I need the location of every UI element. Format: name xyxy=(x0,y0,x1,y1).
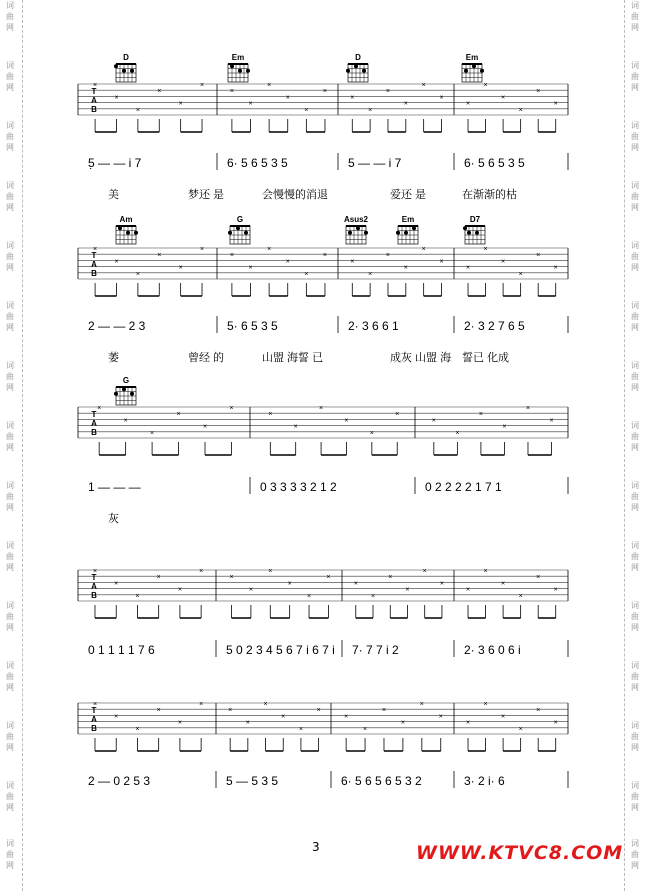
tab-fret-mark: × xyxy=(368,106,373,114)
tab-fret-mark: × xyxy=(465,264,471,272)
tab-fret-mark: × xyxy=(229,574,234,582)
tab-fret-mark: × xyxy=(322,252,328,260)
tab-clef-letter: T xyxy=(91,573,97,582)
tab-fret-mark: × xyxy=(439,580,444,588)
tab-fret-mark: × xyxy=(298,725,303,733)
tab-fret-mark: × xyxy=(202,423,208,431)
numbered-measure: 5 — — i 7 xyxy=(348,156,402,170)
lyric-text: 成灰 山盟 海 xyxy=(390,352,452,364)
numbered-measure: 7· 7 7 i 2 xyxy=(352,643,399,657)
chord-name: D7 xyxy=(469,215,481,224)
tab-fret-mark: × xyxy=(293,423,298,431)
chord-name: Am xyxy=(119,215,133,224)
tab-fret-mark: × xyxy=(439,258,444,266)
tab-fret-mark: × xyxy=(304,106,309,114)
page-number: 3 xyxy=(312,840,320,854)
watermark-text: 词 曲 网 xyxy=(631,301,639,332)
watermark-text: 词 曲 网 xyxy=(631,839,639,870)
watermark-text: 词 曲 网 xyxy=(6,361,14,392)
numbered-measure: 0 2 2 2 2 1 7 1 xyxy=(425,480,502,494)
tab-fret-mark: × xyxy=(177,586,182,594)
numbered-measure: 2· 3 6 6 1 xyxy=(348,319,399,333)
watermark-text: 词 曲 网 xyxy=(6,301,14,332)
tab-fret-mark: × xyxy=(518,106,523,114)
chord-finger-dot xyxy=(396,231,400,235)
tab-clef-letter: B xyxy=(91,269,97,278)
tab-fret-mark: × xyxy=(536,252,541,260)
tab-fret-mark: × xyxy=(385,252,391,260)
numbered-measure: 2· 3 2 7 6 5 xyxy=(464,319,525,333)
chord-finger-dot xyxy=(348,231,352,235)
tab-fret-mark: × xyxy=(281,713,286,721)
tab-fret-mark: × xyxy=(344,713,349,721)
tab-fret-mark: × xyxy=(536,707,541,715)
watermark-text: 词 曲 网 xyxy=(631,241,639,272)
watermark-text: 词 曲 网 xyxy=(6,601,14,632)
tab-fret-mark: × xyxy=(156,707,161,715)
tab-fret-mark: × xyxy=(455,429,460,437)
chord-finger-dot xyxy=(362,69,366,73)
tab-fret-mark: × xyxy=(421,246,426,253)
numbered-measure: 5 — 5 3 5 xyxy=(226,774,279,788)
tab-fret-mark: × xyxy=(518,270,523,278)
tab-fret-mark: × xyxy=(518,725,523,733)
tab-fret-mark: × xyxy=(267,82,272,89)
watermark-text: 词 曲 网 xyxy=(6,421,14,452)
tab-fret-mark: × xyxy=(483,701,488,708)
chord-name: Em xyxy=(465,53,479,62)
numbered-measure: 6· 5 6 5 6 5 3 2 xyxy=(341,774,422,788)
tab-fret-mark: × xyxy=(316,707,321,715)
tab-fret-mark: × xyxy=(322,88,328,96)
tab-fret-mark: × xyxy=(114,713,119,721)
tab-fret-mark: × xyxy=(248,264,253,272)
tab-clef-letter: B xyxy=(91,105,97,114)
tab-fret-mark: × xyxy=(502,423,507,431)
tab-fret-mark: × xyxy=(395,411,400,419)
tab-clef-letter: B xyxy=(91,428,97,437)
watermark-text: 词 曲 网 xyxy=(631,721,639,752)
tab-clef-letter: T xyxy=(91,251,97,260)
chord-finger-dot xyxy=(236,226,240,230)
chord-finger-dot xyxy=(354,64,358,68)
chord-finger-dot xyxy=(238,69,242,73)
watermark-text: 词 曲 网 xyxy=(631,181,639,212)
chord-finger-dot xyxy=(246,69,250,73)
tab-fret-mark: × xyxy=(228,707,233,715)
tab-clef-letter: B xyxy=(91,724,97,733)
chord-finger-dot xyxy=(463,226,467,230)
tab-fret-mark: × xyxy=(245,719,250,727)
tab-fret-mark: × xyxy=(525,405,531,412)
tab-fret-mark: × xyxy=(199,701,204,708)
tab-fret-mark: × xyxy=(199,82,205,89)
tab-fret-mark: × xyxy=(177,719,182,727)
tab-fret-mark: × xyxy=(92,568,98,575)
watermark-text: 词 曲 网 xyxy=(6,241,14,272)
tab-fret-mark: × xyxy=(267,246,272,253)
tab-fret-mark: × xyxy=(123,417,128,425)
watermark-text: 词 曲 网 xyxy=(631,61,639,92)
watermark-text: 词 曲 网 xyxy=(6,181,14,212)
chord-diagram xyxy=(114,376,136,405)
numbered-measure: 0 1 1 1 1 7 6 xyxy=(88,643,155,657)
lyric-text: 在渐渐的枯 xyxy=(462,189,517,201)
chord-finger-dot xyxy=(134,231,138,235)
chord-diagram xyxy=(114,53,136,82)
tab-clef-letter: T xyxy=(91,410,97,419)
tab-fret-mark: × xyxy=(403,100,408,108)
tab-fret-mark: × xyxy=(248,100,253,108)
tab-fret-mark: × xyxy=(350,94,355,102)
chord-finger-dot xyxy=(475,231,479,235)
tab-fret-mark: × xyxy=(400,719,405,727)
lyric-text: 曾经 的 xyxy=(188,352,225,364)
chord-finger-dot xyxy=(364,231,368,235)
tab-fret-mark: × xyxy=(135,592,140,600)
tab-clef-letter: A xyxy=(91,260,97,269)
tab-fret-mark: × xyxy=(178,100,183,108)
tab-fret-mark: × xyxy=(156,574,161,582)
numbered-measure: 5 0 2 3 4 5 6 7 i 6 7 i xyxy=(226,643,335,657)
tab-fret-mark: × xyxy=(368,270,373,278)
tab-fret-mark: × xyxy=(465,100,471,108)
tab-fret-mark: × xyxy=(483,568,488,575)
tab-fret-mark: × xyxy=(319,405,324,412)
chord-name: Asus2 xyxy=(343,215,369,224)
tab-fret-mark: × xyxy=(135,106,140,114)
tab-fret-mark: × xyxy=(326,574,331,582)
tab-fret-mark: × xyxy=(478,411,483,419)
chord-finger-dot xyxy=(122,387,126,391)
tab-clef-letter: A xyxy=(91,419,97,428)
tab-fret-mark: × xyxy=(369,429,374,437)
tab-fret-mark: × xyxy=(403,264,408,272)
tab-fret-mark: × xyxy=(176,411,181,419)
chord-finger-dot xyxy=(122,69,126,73)
numbered-measure: 6· 5 6 5 3 5 xyxy=(227,156,288,170)
tab-fret-mark: × xyxy=(248,586,253,594)
tab-fret-mark: × xyxy=(438,713,443,721)
chord-diagram xyxy=(228,215,250,244)
chord-finger-dot xyxy=(230,64,234,68)
chord-finger-dot xyxy=(130,392,134,396)
tab-fret-mark: × xyxy=(431,417,436,425)
tab-fret-mark: × xyxy=(114,258,119,266)
tab-fret-mark: × xyxy=(381,707,387,715)
tab-clef-letter: A xyxy=(91,582,97,591)
chord-diagram xyxy=(463,215,485,244)
chord-finger-dot xyxy=(126,231,130,235)
chord-name: Em xyxy=(231,53,245,62)
chord-finger-dot xyxy=(412,226,416,230)
tab-fret-mark: × xyxy=(199,246,205,253)
chord-finger-dot xyxy=(228,231,232,235)
tab-fret-mark: × xyxy=(304,270,309,278)
chord-finger-dot xyxy=(464,69,468,73)
numbered-measure: 2 — — 2 3 xyxy=(88,319,146,333)
tab-fret-mark: × xyxy=(553,719,558,727)
tab-fret-mark: × xyxy=(114,94,119,102)
numbered-measure: 6· 5 6 5 3 5 xyxy=(464,156,525,170)
numbered-measure: 1 — — — xyxy=(88,480,141,494)
tab-fret-mark: × xyxy=(363,725,368,733)
numbered-measure: 5· 6 5 3 5 xyxy=(227,319,278,333)
music-system xyxy=(78,215,568,364)
tab-fret-mark: × xyxy=(92,701,98,708)
numbered-measure: 2 — 0 2 5 3 xyxy=(88,774,151,788)
tab-fret-mark: × xyxy=(93,82,98,89)
watermark-text: 词 曲 网 xyxy=(631,421,639,452)
tab-fret-mark: × xyxy=(263,701,268,708)
tab-fret-mark: × xyxy=(388,574,393,582)
tab-fret-mark: × xyxy=(229,88,234,96)
tab-fret-mark: × xyxy=(536,88,541,96)
watermark-text: 词 曲 网 xyxy=(6,721,14,752)
lyric-text: 萎 xyxy=(108,352,119,364)
tab-fret-mark: × xyxy=(135,725,140,733)
tab-fret-mark: × xyxy=(439,94,444,102)
tab-fret-mark: × xyxy=(419,701,424,708)
chord-finger-dot xyxy=(114,64,118,68)
tab-fret-mark: × xyxy=(405,586,410,594)
tab-fret-mark: × xyxy=(199,568,204,575)
watermark-text: 词 曲 网 xyxy=(631,541,639,572)
tab-clef-letter: A xyxy=(91,715,97,724)
chord-name: Em xyxy=(401,215,415,224)
tab-fret-mark: × xyxy=(549,417,554,425)
tab-fret-mark: × xyxy=(553,100,558,108)
tab-fret-mark: × xyxy=(370,592,376,600)
lyric-text: 灰 xyxy=(108,513,119,525)
chord-diagram xyxy=(116,215,138,244)
lyric-text: 会慢慢的消退 xyxy=(262,189,328,201)
music-system xyxy=(78,53,568,201)
watermark-text: 词 曲 网 xyxy=(631,661,639,692)
chord-diagram xyxy=(346,53,368,82)
chord-finger-dot xyxy=(130,69,134,73)
chord-finger-dot xyxy=(118,226,122,230)
tab-fret-mark: × xyxy=(465,719,471,727)
watermark-text: 词 曲 网 xyxy=(6,121,14,152)
tab-fret-mark: × xyxy=(465,586,471,594)
tab-fret-mark: × xyxy=(350,258,355,266)
tab-fret-mark: × xyxy=(285,94,290,102)
chord-diagram xyxy=(344,215,369,244)
tab-fret-mark: × xyxy=(483,246,488,253)
tab-fret-mark: × xyxy=(287,580,292,588)
lyric-text: 誓已 化成 xyxy=(462,352,510,364)
chord-finger-dot xyxy=(472,64,476,68)
watermark-text: 词 曲 网 xyxy=(631,601,639,632)
tab-clef-letter: T xyxy=(91,706,97,715)
tab-clef-letter: B xyxy=(91,591,97,600)
chord-name: D xyxy=(123,53,129,62)
chord-name: G xyxy=(122,376,130,385)
tab-clef-letter: A xyxy=(91,96,97,105)
chord-name: G xyxy=(236,215,244,224)
music-system xyxy=(78,701,568,788)
watermark-text: 词 曲 网 xyxy=(6,1,14,32)
watermark-text: 词 曲 网 xyxy=(6,541,14,572)
chord-finger-dot xyxy=(114,392,118,396)
lyric-text: 美 xyxy=(108,189,119,201)
tab-fret-mark: × xyxy=(501,94,506,102)
chord-name: D xyxy=(355,53,361,62)
watermark-text: 词 曲 网 xyxy=(631,481,639,512)
tab-fret-mark: × xyxy=(268,568,273,575)
tab-fret-mark: × xyxy=(97,405,102,412)
lyric-text: 山盟 海誓 已 xyxy=(262,352,324,364)
tab-fret-mark: × xyxy=(536,574,541,582)
tab-fret-mark: × xyxy=(553,264,558,272)
tab-fret-mark: × xyxy=(93,246,98,253)
music-system xyxy=(78,568,568,657)
site-logo: WWW.KTVC8.COM xyxy=(416,842,624,864)
tab-fret-mark: × xyxy=(518,592,523,600)
lyric-text: 梦还 是 xyxy=(188,189,225,201)
numbered-measure: 2· 3 6 0 6 i xyxy=(464,643,521,657)
numbered-measure: 5̣ — — i 7 xyxy=(88,156,142,170)
tab-fret-mark: × xyxy=(553,586,558,594)
numbered-measure: 0 3 3 3 3 2 1 2 xyxy=(260,480,337,494)
tab-fret-mark: × xyxy=(229,252,234,260)
tab-fret-mark: × xyxy=(501,713,506,721)
chord-finger-dot xyxy=(346,69,350,73)
tab-fret-mark: × xyxy=(353,580,358,588)
tab-fret-mark: × xyxy=(306,592,312,600)
watermark-text: 词 曲 网 xyxy=(6,781,14,812)
chord-finger-dot xyxy=(244,231,248,235)
watermark-text: 词 曲 网 xyxy=(631,781,639,812)
tab-fret-mark: × xyxy=(150,429,155,437)
numbered-measure: 3· 2 i· 6 xyxy=(464,774,505,788)
watermark-text: 词 曲 网 xyxy=(6,661,14,692)
chord-diagram xyxy=(228,53,250,82)
tab-fret-mark: × xyxy=(422,568,427,575)
music-system xyxy=(78,376,568,525)
tab-fret-mark: × xyxy=(501,258,506,266)
lyric-text: 爱还 是 xyxy=(390,189,427,201)
watermark-text: 词 曲 网 xyxy=(631,121,639,152)
watermark-text: 词 曲 网 xyxy=(631,1,639,32)
chord-finger-dot xyxy=(404,231,408,235)
tab-fret-mark: × xyxy=(421,82,426,89)
chord-finger-dot xyxy=(480,69,484,73)
tab-fret-mark: × xyxy=(114,580,119,588)
chord-diagram xyxy=(462,53,484,82)
tab-fret-mark: × xyxy=(344,417,349,425)
tab-fret-mark: × xyxy=(157,88,162,96)
tab-fret-mark: × xyxy=(385,88,391,96)
watermark-text: 词 曲 网 xyxy=(6,61,14,92)
tab-fret-mark: × xyxy=(229,405,234,412)
chord-diagram xyxy=(396,215,418,244)
tab-fret-mark: × xyxy=(135,270,140,278)
tab-clef-letter: T xyxy=(91,87,97,96)
chord-finger-dot xyxy=(467,231,471,235)
tab-fret-mark: × xyxy=(501,580,506,588)
tab-fret-mark: × xyxy=(268,411,273,419)
watermark-text: 词 曲 网 xyxy=(6,839,14,870)
chord-finger-dot xyxy=(356,226,360,230)
watermark-text: 词 曲 网 xyxy=(631,361,639,392)
watermark-text: 词 曲 网 xyxy=(6,481,14,512)
tab-fret-mark: × xyxy=(178,264,183,272)
tab-fret-mark: × xyxy=(483,82,488,89)
tab-fret-mark: × xyxy=(157,252,162,260)
tab-fret-mark: × xyxy=(285,258,290,266)
